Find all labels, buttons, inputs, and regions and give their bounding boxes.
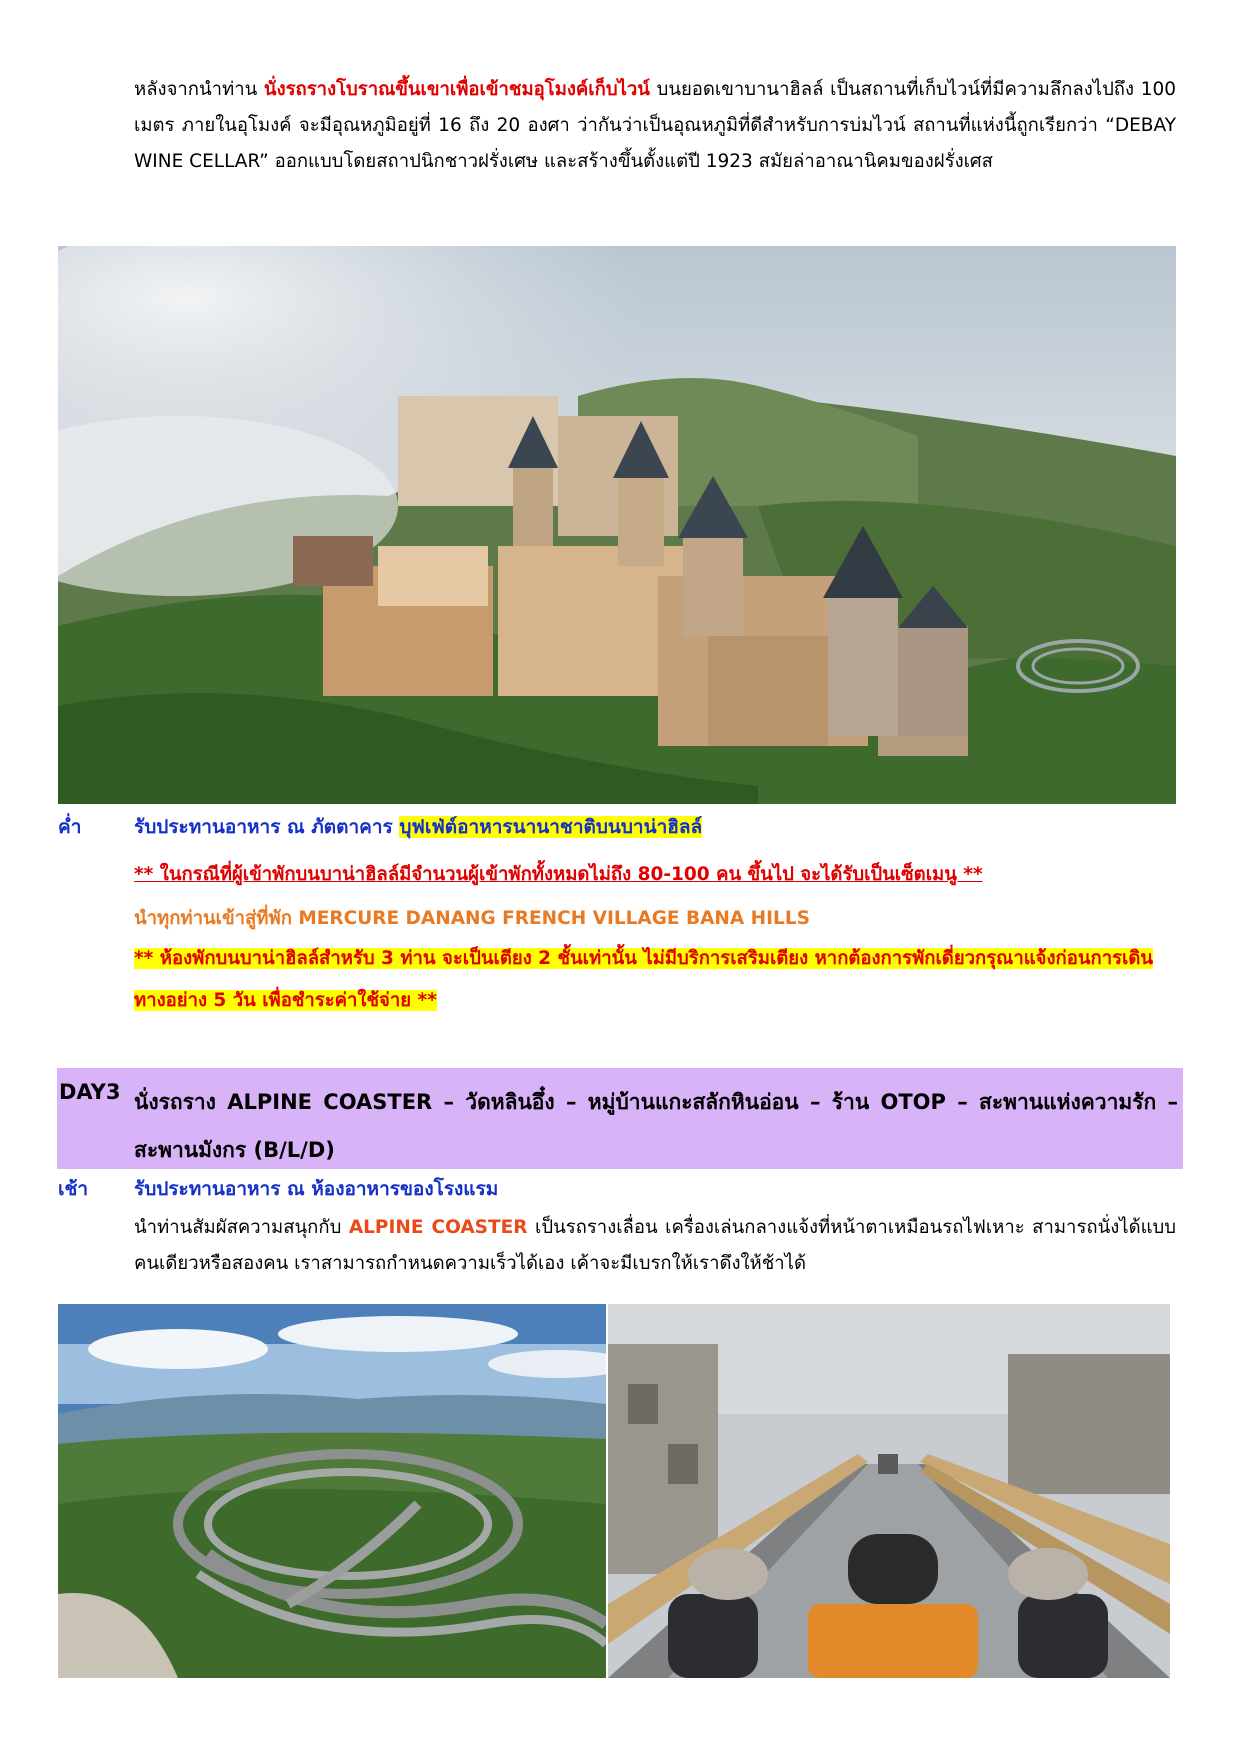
- coaster-rest: เป็นรถรางเลื่อน เครื่องเล่นกลางแจ้งที่หน้าตาเหมือนรถไฟเหาะ สามารถนั่งได้แบบคนเดียวหรือสองคน เราสามารถกำหนดความเร็วได้เอง เค้าจะมีเบรกให้เราดึงให้ช้าได้: [134, 1217, 1176, 1274]
- breakfast-label: เช้า: [58, 1178, 89, 1200]
- coaster-paragraph: [134, 1210, 1176, 1282]
- coaster-highlight: ALPINE COASTER: [348, 1217, 528, 1238]
- day3-label: DAY3: [59, 1080, 121, 1104]
- intro-highlight: นั่งรถรางโบราณขึ้นเขาเพื่อเข้าชมอุโมงค์เก็บไวน์: [263, 79, 650, 100]
- set-menu-note: ** ในกรณีที่ผู้เข้าพักบนบาน่าฮิลล์มีจำนวนผู้เข้าพักทั้งหมดไม่ถึง 80-100 คน ขึ้นไป จะได้รับเป็นเซ็ตเมนู **: [134, 864, 983, 885]
- intro-paragraph: [134, 72, 1176, 180]
- room-note: [134, 938, 1176, 1022]
- intro-rest: บนยอดเขาบานาฮิลล์ เป็นสถานที่เก็บไวน์ที่มีความลึกลงไปถึง 100 เมตร ภายในอุโมงค์ จะมีอุณหภูมิอยู่ที่ 16 ถึง 20 องศา ว่ากันว่าเป็นอุณหภูมิที่ดีสำหรับการบ่มไวน์ สถานที่แห่งนี้ถูกเรียกว่า “DEBAY WINE CELLAR” ออกแบบโดยสถาปนิกชาวฝรั่งเศษ และสร้างขึ้นตั้งแต่ปี 1923 สมัยล่าอาณานิคมของฝรั่งเศส: [134, 79, 1177, 172]
- dinner-text: รับประทานอาหาร ณ ภัตตาคาร: [134, 816, 400, 838]
- coaster-pov-photo: [608, 1304, 1170, 1678]
- dinner-venue: บุฟเฟ่ต์อาหารนานาชาติบนบาน่าฮิลล์: [399, 816, 703, 838]
- coaster-track-aerial-photo: [58, 1304, 606, 1678]
- intro-prefix: หลังจากนำท่าน: [134, 79, 264, 100]
- bana-hills-village-photo: [58, 246, 1176, 804]
- dinner-line: [134, 812, 702, 842]
- dinner-label: ค่ำ: [58, 816, 82, 838]
- room-note-text: ** ห้องพักบนบาน่าฮิลล์สำหรับ 3 ท่าน จะเป็นเตียง 2 ชั้นเท่านั้น ไม่มีบริการเสริมเตียง หากต้องการพักเดี่ยวกรุณาแจ้งก่อนการเดินทางอย่าง 5 วัน เพื่อชำระค่าใช้จ่าย **: [134, 948, 1153, 1011]
- breakfast-text: รับประทานอาหาร ณ ห้องอาหารของโรงแรม: [134, 1178, 499, 1200]
- hotel-line: นำทุกท่านเข้าสู่ที่พัก MERCURE DANANG FRENCH VILLAGE BANA HILLS: [134, 908, 810, 929]
- coaster-prefix: นำท่านสัมผัสความสนุกกับ: [134, 1217, 349, 1238]
- day3-title: นั่งรถราง ALPINE COASTER – วัดหลินอึ๋ง – หมู่บ้านแกะสลักหินอ่อน – ร้าน OTOP – สะพานแห่งความรัก – สะพานมังกร (B/L/D): [134, 1090, 1178, 1162]
